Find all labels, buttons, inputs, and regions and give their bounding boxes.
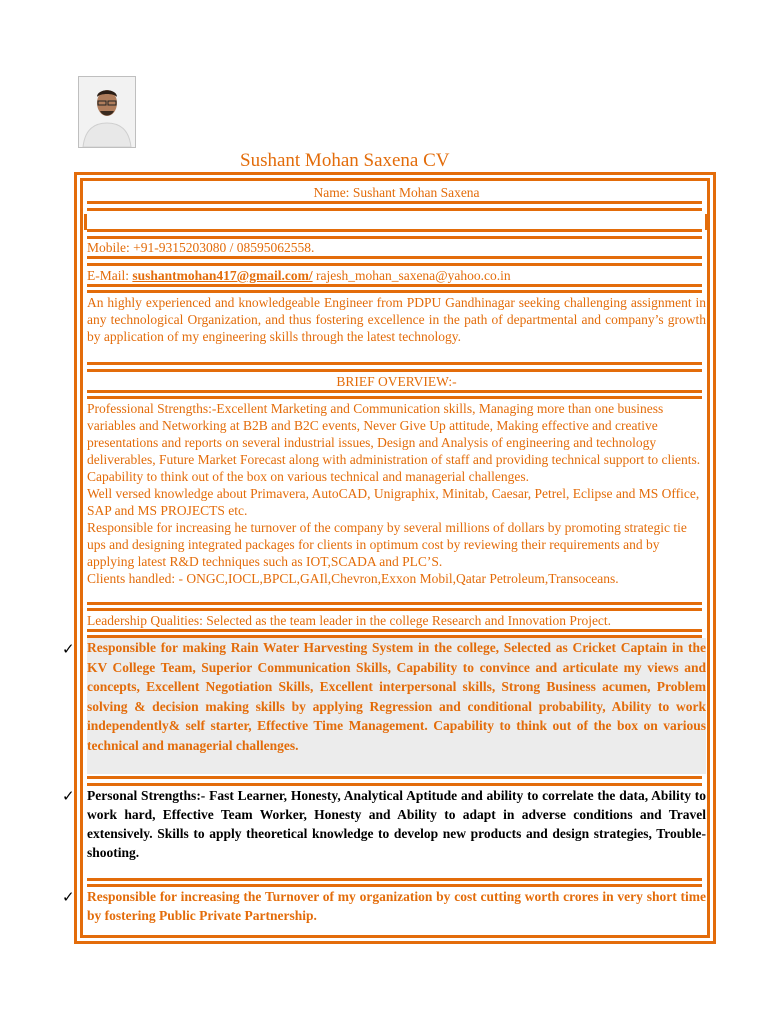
divider (87, 608, 702, 611)
overview-section (87, 400, 706, 587)
overview-clients: Clients handled: - ONGC,IOCL,BPCL,GAIl,Chevron,Exxon Mobil,Qatar Petroleum,Transoceans. (87, 571, 619, 586)
divider (87, 290, 702, 293)
email-primary-link[interactable]: sushantmohan417@gmail.com/ (132, 268, 313, 283)
divider (87, 629, 702, 632)
leadership-line: Leadership Qualities: Selected as the team leader in the college Research and Innovation Project. (87, 613, 612, 628)
overview-heading: BRIEF OVERVIEW:- (336, 374, 457, 389)
email-secondary: rajesh_mohan_saxena@yahoo.co.in (312, 268, 511, 283)
divider-tick (84, 214, 87, 230)
divider (87, 776, 702, 779)
checkmark-icon: ✓ (62, 888, 75, 906)
divider (87, 284, 702, 287)
divider (87, 201, 702, 204)
divider (87, 602, 702, 605)
divider (87, 396, 702, 399)
divider-tick (705, 214, 708, 230)
overview-professional-strengths: Professional Strengths:-Excellent Marketing and Communication skills, Managing more than one business variables and Networking at B2B and B2C events, Never Give Up attitude, Making effective and creative presentations and reports on several industrial issues, Design and Analysis of engineering and technology deliverables, Future Market Forecast along with administration of staff and providing technical support to clients. Capability to think out of the box on various technical and managerial challenges. (87, 401, 701, 484)
bullet-turnover: Responsible for increasing the Turnover of my organization by cost cutting worth crores in very short time by fostering Public Private Partnership. (87, 889, 706, 923)
divider (87, 229, 702, 232)
divider (87, 362, 702, 365)
mobile-line: Mobile: +91-9315203080 / 08595062558. (87, 240, 315, 255)
divider (87, 263, 702, 266)
email-label: E-Mail: (87, 268, 133, 283)
bullet-leadership-details: Responsible for making Rain Water Harvesting System in the college, Selected as Cricket Captain in the KV College Team, Superior Communication Skills, Capability to convince and articulate my views and concepts, Excellent Negotiation Skills, Excellent interpersonal skills, Strong Business acumen, Problem solving & decision making skills by applying Regression and conditional probability, Ability to work independently& self starter, Effective Time Management. Capability to think out of the box on various technical and managerial challenges. (87, 640, 706, 753)
email-line (87, 267, 706, 284)
objective-text: An highly experienced and knowledgeable Engineer from PDPU Gandhinagar seeking challenging assignment in any technological Organization, and thus fostering excellence in the path of departmental and company’s growth by application of my engineering skills through the latest technology. (87, 295, 706, 344)
divider (87, 390, 702, 393)
overview-turnover: Responsible for increasing he turnover of the company by several millions of dollars by promoting strategic tie ups and designing integrated packages for clients in optimum cost by reviewing their requirements and by applying latest R&D techniques such as IOT,SCADA and PLC’S. (87, 520, 687, 569)
bullet-personal-strengths: Personal Strengths:- Fast Learner, Honesty, Analytical Aptitude and ability to correlate the data, Ability to work hard, Effective Team Worker, Honesty and Ability to adapt in adverse conditions and Travel extensively. Skills to apply theoretical knowledge to develop new products and design strategies, Trouble-shooting. (87, 788, 706, 860)
overview-software-knowledge: Well versed knowledge about Primavera, AutoCAD, Unigraphix, Minitab, Caesar, Petrel, Eclipse and MS Office, SAP and MS PROJECTS etc. (87, 486, 700, 518)
name-line: Name: Sushant Mohan Saxena (313, 185, 480, 200)
divider (87, 369, 702, 372)
divider (87, 878, 702, 881)
checkmark-icon: ✓ (62, 787, 75, 805)
profile-photo (78, 76, 136, 148)
checkmark-icon: ✓ (62, 640, 75, 658)
divider (87, 256, 702, 259)
divider (87, 208, 702, 211)
page-title: Sushant Mohan Saxena CV (240, 150, 450, 171)
